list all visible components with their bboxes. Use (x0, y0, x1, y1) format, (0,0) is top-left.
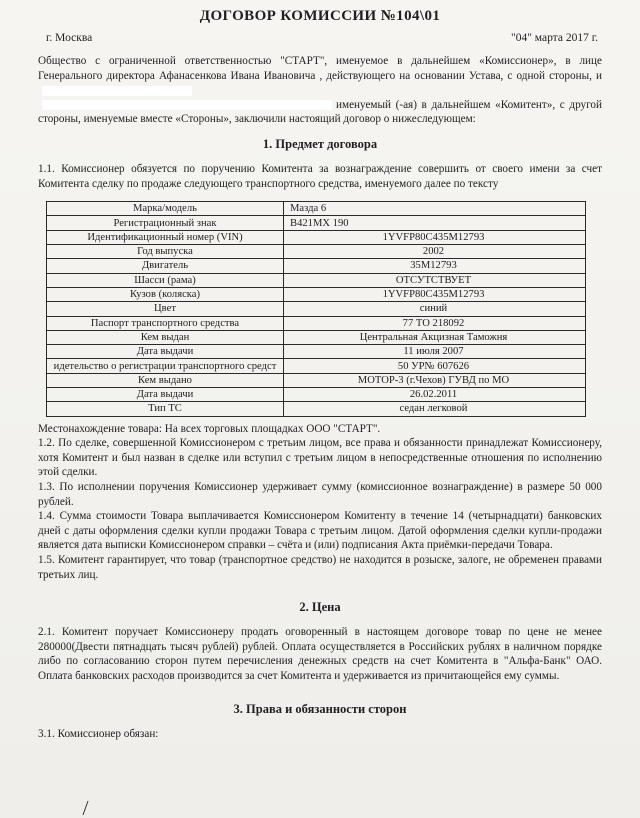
clause-3-1: 3.1. Комиссионер обязан: (38, 727, 159, 740)
pen-mark (80, 800, 90, 816)
redacted-name (42, 86, 192, 96)
spec-row (47, 273, 586, 287)
spec-label: Дата выдачи (47, 388, 284, 402)
clause-1-3: 1.3. По исполнении поручения Комиссионер удерживает сумму (комиссионное вознаграждение) в размере 50 000 рублей. (38, 480, 602, 508)
spec-value: Мазда 6 (284, 202, 586, 216)
spec-label: Двигатель (47, 259, 284, 273)
redacted-name-continued (42, 100, 332, 110)
spec-label: Идентификационный номер (VIN) (47, 230, 284, 244)
spec-value: 11 июля 2007 (284, 345, 586, 359)
clause-1-2: 1.2. По сделке, совершенной Комиссионером с третьим лицом, все права и обязанности принадлежат Комиссионеру, хотя Комитент и был назван в сделке или вступил с третьим лицом в непосредственные отношения по исполнению этой сделки. (38, 437, 602, 479)
spec-row (47, 402, 586, 416)
spec-row (47, 202, 586, 216)
clause-1-1: 1.1. Комиссионер обязуется по поручению Комитента за вознаграждение совершить от своего имени за счет Комитента сделку по продаже следующего транспортного средства, именуемого далее по тексту (38, 162, 602, 190)
spec-row (47, 302, 586, 316)
spec-row (47, 316, 586, 330)
spec-value: 77 ТО 218092 (284, 316, 586, 330)
spec-value: 50 УР№ 607626 (284, 359, 586, 373)
spec-value: 1YVFP80C435M12793 (284, 230, 586, 244)
spec-value: В421МХ 190 (284, 216, 586, 230)
spec-row (47, 345, 586, 359)
spec-label: Кем выдано (47, 373, 284, 387)
spec-value: 1YVFP80C435M12793 (284, 287, 586, 301)
intro-paragraph (38, 54, 602, 127)
spec-value: синий (284, 302, 586, 316)
spec-label: Шасси (рама) (47, 273, 284, 287)
spec-row (47, 330, 586, 344)
goods-location: Местонахождение товара: На всех торговых площадках ООО "СТАРТ". (38, 422, 381, 435)
spec-row (47, 259, 586, 273)
spec-label: Цвет (47, 302, 284, 316)
contract-date: "04" марта 2017 г. (511, 32, 598, 44)
spec-label: Паспорт транспортного средства (47, 316, 284, 330)
spec-label: Год выпуска (47, 245, 284, 259)
spec-row (47, 388, 586, 402)
spec-label: Дата выдачи (47, 345, 284, 359)
section-1-heading: 1. Предмет договора (262, 136, 378, 151)
spec-row (47, 373, 586, 387)
clause-1-5: 1.5. Комитент гарантирует, что товар (транспортное средство) не находится в розыске, залоге, не обременен правами третьих лиц. (38, 553, 602, 581)
vehicle-spec-table-body (47, 202, 586, 416)
section-1-clauses (38, 422, 602, 583)
spec-label: Регистрационный знак (47, 216, 284, 230)
spec-value: 2002 (284, 245, 586, 259)
spec-value: МОТОР-3 (г.Чехов) ГУВД по МО (284, 373, 586, 387)
spec-label: Кем выдан (47, 330, 284, 344)
spec-label: Кузов (коляска) (47, 287, 284, 301)
spec-value: седан легковой (284, 402, 586, 416)
section-3-heading: 3. Права и обязанности сторон (233, 701, 407, 716)
intro-text-1: Общество с ограниченной ответственностью "СТАРТ", именуемое в дальнейшем «Комиссионер», в лице Генерального директора Афанасенкова Ивана Ивановича , действующего на основании Устава, с одной стороны, и (38, 55, 602, 82)
spec-row (47, 359, 586, 373)
spec-value: 35М12793 (284, 259, 586, 273)
spec-label: Тип ТС (47, 402, 284, 416)
spec-row (47, 245, 586, 259)
spec-row (47, 216, 586, 230)
clause-1-4: 1.4. Сумма стоимости Товара выплачивается Комиссионером Комитенту в течение 14 (четырнадцати) банковских дней с даты оформления сделки купли продажи Товара с третьим лицом. Датой оформления сделки купли-продажи является дата выписки Комиссионером справки – счёта и (или) подписания Акта приёмки-передачи Товара. (38, 510, 602, 552)
spec-value: 26.02.2011 (284, 388, 586, 402)
spec-value: Центральная Акцизная Таможня (284, 330, 586, 344)
spec-label: Марка/модель (47, 202, 284, 216)
clause-2-1: 2.1. Комитент поручает Комиссионеру продать оговоренный в настоящем договоре товар по цене не менее 280000(Двести пятнадцать тысяч рублей) рублей. Оплата осуществляется в Российских рублях в наличном порядке либо по согласованию сторон путем перечисления денежных средств на счет Комитента в "Альфа-Банк" ОАО. Оплата банковских расходов производится за счет Комитента и удерживается из причитающейся ему суммы. (38, 626, 602, 682)
spec-value: ОТСУТСТВУЕТ (284, 273, 586, 287)
city: г. Москва (46, 32, 93, 44)
spec-label: идетельство о регистрации транспортного средст (47, 359, 284, 373)
spec-row (47, 230, 586, 244)
document-title: ДОГОВОР КОМИССИИ №104\01 (199, 8, 441, 24)
city-date-line (38, 30, 602, 48)
vehicle-spec-table (46, 201, 586, 416)
intro-text-2: именуемый (-ая) в дальнейшем «Комитент», с другой стороны, именуемые вместе «Стороны», заключили настоящий договор о нижеследующем: (38, 98, 602, 126)
spec-row (47, 287, 586, 301)
section-2-heading: 2. Цена (299, 600, 341, 615)
